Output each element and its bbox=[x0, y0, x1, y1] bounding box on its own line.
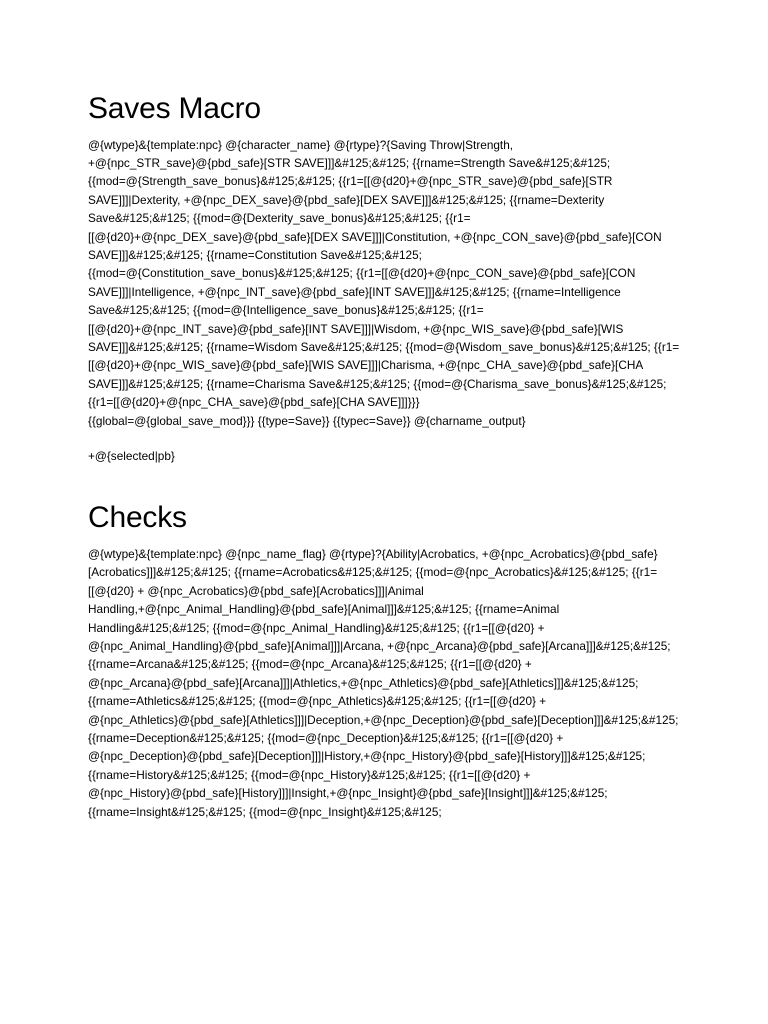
page-title-saves-macro: Saves Macro bbox=[88, 92, 261, 125]
page-title-checks: Checks bbox=[88, 501, 187, 535]
checks-body-text: @{wtype}&{template:npc} @{npc_name_flag} @{rtype}?{Ability|Acrobatics, +@{npc_Acrobatics}@{pbd_safe}[Acrobatics]]]&#125;&#125; {{rname=Acrobatics&#125;&#125; {{mod=@{npc_Acrobatics}&#125;&#125; {{r1=[[@{d20} + @{npc_Acrobatics}@{pbd_safe}[Acrobatics]]]|Animal Handling,+@{npc_Animal_Handling}@{pbd_safe}[Animal]]]&#125;&#125; {{rname=Animal Handling&#125;&#125; {{mod=@{npc_Animal_Handling}&#125;&#125; {{r1=[[@{d20} + @{npc_Animal_Handling}@{pbd_safe}[Animal]]]|Arcana, +@{npc_Arcana}@{pbd_safe}[Arcana]]]&#125;&#125; {{rname=Arcana&#125;&#125; {{mod=@{npc_Arcana}&#125;&#125; {{r1=[[@{d20} + @{npc_Arcana}@{pbd_safe}[Arcana]]]|Athletics,+@{npc_Athletics}@{pbd_safe}[Athletics]]]&#125;&#125; {{rname=Athletics&#125;&#125; {{mod=@{npc_Athletics}&#125;&#125; {{r1=[[@{d20} + @{npc_Athletics}@{pbd_safe}[Athletics]]]|Deception,+@{npc_Deception}@{pbd_safe}[Deception]]]&#125;&#125; {{rname=Deception&#125;&#125; {{mod=@{npc_Deception}&#125;&#125; {{r1=[[@{d20} + @{npc_Deception}@{pbd_safe}[Deception]]]|History,+@{npc_History}@{pbd_safe}[History]]]&#125;&#125; {{rname=History&#125;&#125; {{mod=@{npc_History}&#125;&#125; {{r1=[[@{d20} + @{npc_History}@{pbd_safe}[History]]]|Insight,+@{npc_Insight}@{pbd_safe}[Insight]]]&#125;&#125; {{rname=Insight&#125;&#125; {{mod=@{npc_Insight}&#125;&#125; bbox=[88, 546, 679, 819]
paragraph-spacer bbox=[88, 430, 680, 447]
saves-macro-body-text: @{wtype}&{template:npc} @{character_name} @{rtype}?{Saving Throw|Strength, +@{npc_STR_save}@{pbd_safe}[STR SAVE]]]&#125;&#125; {{rname=Strength Save&#125;&#125; {{mod=@{Strength_save_bonus}&#125;&#125; {{r1=[[@{d20}+@{npc_STR_save}@{pbd_safe}[STR SAVE]]]|Dexterity, +@{npc_DEX_save}@{pbd_safe}[DEX SAVE]]]&#125;&#125; {{rname=Dexterity Save&#125;&#125; {{mod=@{Dexterity_save_bonus}&#125;&#125; {{r1=[[@{d20}+@{npc_DEX_save}@{pbd_safe}[DEX SAVE]]]|Constitution, +@{npc_CON_save}@{pbd_safe}[CON SAVE]]]&#125;&#125; {{rname=Constitution Save&#125;&#125; {{mod=@{Constitution_save_bonus}&#125;&#125; {{r1=[[@{d20}+@{npc_CON_save}@{pbd_safe}[CON SAVE]]]|Intelligence, +@{npc_INT_save}@{pbd_safe}[INT SAVE]]]&#125;&#125; {{rname=Intelligence Save&#125;&#125; {{mod=@{Intelligence_save_bonus}&#125;&#125; {{r1=[[@{d20}+@{npc_INT_save}@{pbd_safe}[INT SAVE]]]|Wisdom, +@{npc_WIS_save}@{pbd_safe}[WIS SAVE]]]&#125;&#125; {{rname=Wisdom Save&#125;&#125; {{mod=@{Wisdom_save_bonus}&#125;&#125; {{r1=[[@{d20}+@{npc_WIS_save}@{pbd_safe}[WIS SAVE]]]|Charisma, +@{npc_CHA_save}@{pbd_safe}[CHA SAVE]]]&#125;&#125; {{rname=Charisma Save&#125;&#125; {{mod=@{Charisma_save_bonus}&#125;&#125; {{r1=[[@{d20}+@{npc_CHA_save}@{pbd_safe}[CHA SAVE]]]}}} bbox=[88, 137, 680, 410]
saves-macro-selected-pb-text: +@{selected|pb} bbox=[88, 449, 175, 463]
saves-macro-global-text: {{global=@{global_save_mod}}} {{type=Save}} {{typec=Save}} @{charname_output} bbox=[88, 413, 526, 428]
